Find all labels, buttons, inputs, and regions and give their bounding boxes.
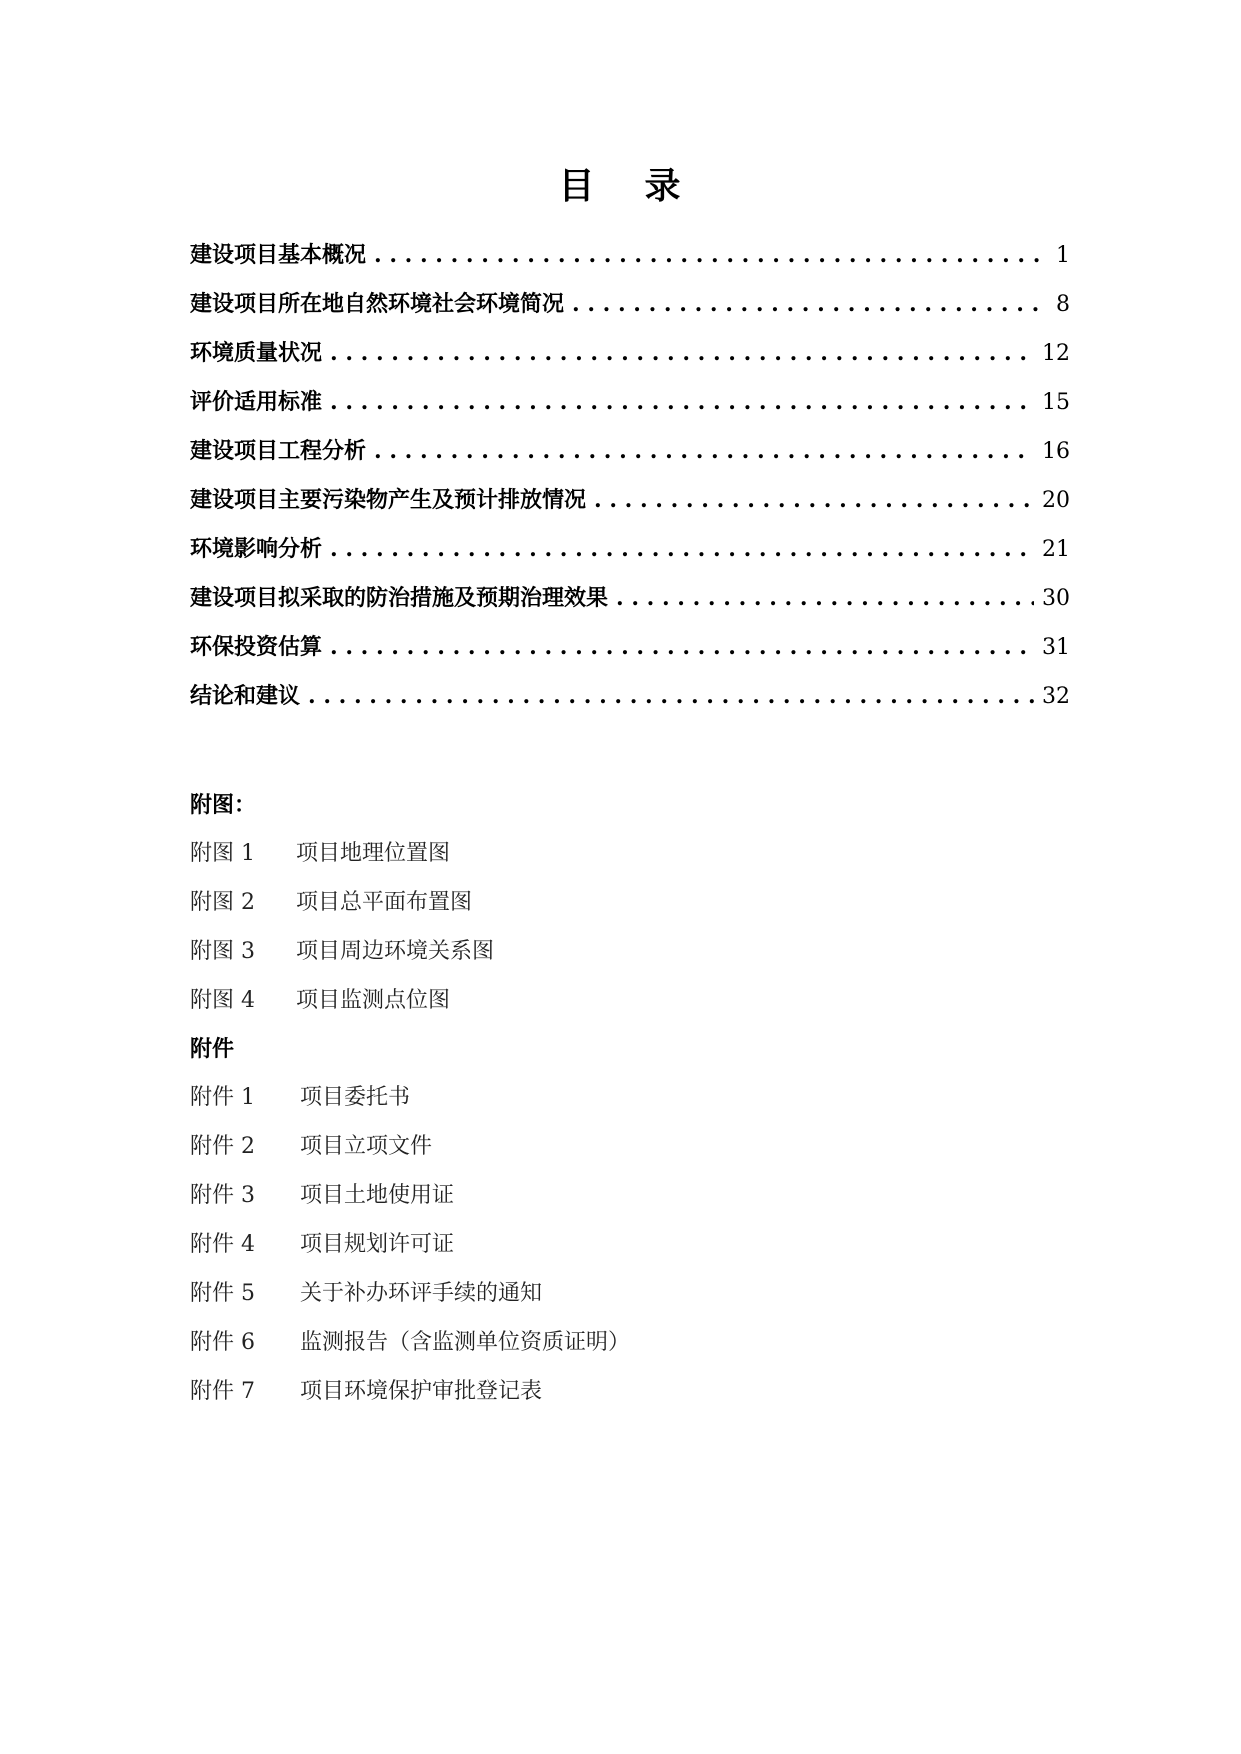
toc-leader-dots bbox=[330, 389, 1034, 415]
toc-entry-page: 1 bbox=[1056, 243, 1070, 268]
toc-entry-page: 12 bbox=[1042, 341, 1070, 366]
toc-entry-label: 结论和建议 bbox=[190, 684, 301, 709]
attachment-number: 附件 5 bbox=[190, 1281, 255, 1306]
toc-entry-label: 建设项目基本概况 bbox=[190, 243, 367, 268]
figures-list bbox=[190, 836, 494, 1032]
attachment-title: 项目规划许可证 bbox=[300, 1232, 455, 1257]
attachment-title: 项目土地使用证 bbox=[300, 1183, 455, 1208]
toc-entry-label: 环保投资估算 bbox=[190, 635, 323, 660]
attachment-number: 附件 7 bbox=[190, 1379, 255, 1404]
toc-entry[interactable] bbox=[190, 483, 1070, 532]
toc-leader-dots bbox=[374, 438, 1034, 464]
toc-leader-dots bbox=[330, 536, 1034, 562]
figure-number: 附图 1 bbox=[190, 841, 255, 866]
toc-entry-page: 30 bbox=[1042, 586, 1070, 611]
attachment-number: 附件 2 bbox=[190, 1134, 255, 1159]
attachment-item bbox=[190, 1325, 630, 1374]
toc-entry-page: 8 bbox=[1056, 292, 1070, 317]
toc-leader-dots bbox=[308, 683, 1034, 709]
toc-entry[interactable] bbox=[190, 581, 1070, 630]
attachment-title: 关于补办环评手续的通知 bbox=[300, 1281, 543, 1306]
attachment-number: 附件 6 bbox=[190, 1330, 255, 1355]
attachment-title: 项目委托书 bbox=[300, 1085, 411, 1110]
attachment-item bbox=[190, 1227, 630, 1276]
toc-entry[interactable] bbox=[190, 679, 1070, 728]
toc-entry-page: 31 bbox=[1042, 635, 1070, 660]
toc-entry[interactable] bbox=[190, 385, 1070, 434]
attachment-item bbox=[190, 1080, 630, 1129]
attachments-list bbox=[190, 1080, 630, 1423]
attachment-number: 附件 3 bbox=[190, 1183, 255, 1208]
figures-heading: 附图： bbox=[190, 793, 257, 818]
toc-leader-dots bbox=[330, 634, 1034, 660]
toc-entry-page: 16 bbox=[1042, 439, 1070, 464]
toc-leader-dots bbox=[330, 340, 1034, 366]
toc-entry-label: 环境质量状况 bbox=[190, 341, 323, 366]
page-title-part-1: 目 bbox=[558, 166, 597, 207]
figure-number: 附图 2 bbox=[190, 890, 255, 915]
figure-item bbox=[190, 885, 494, 934]
figure-item bbox=[190, 836, 494, 885]
table-of-contents bbox=[190, 238, 1070, 728]
toc-leader-dots bbox=[572, 291, 1048, 317]
toc-entry[interactable] bbox=[190, 630, 1070, 679]
attachment-item bbox=[190, 1374, 630, 1423]
toc-entry-label: 建设项目所在地自然环境社会环境简况 bbox=[190, 292, 565, 317]
toc-entry-label: 评价适用标准 bbox=[190, 390, 323, 415]
attachment-item bbox=[190, 1129, 630, 1178]
toc-entry-label: 建设项目拟采取的防治措施及预期治理效果 bbox=[190, 586, 609, 611]
toc-entry-label: 建设项目工程分析 bbox=[190, 439, 367, 464]
page-title bbox=[0, 158, 1241, 209]
toc-entry[interactable] bbox=[190, 532, 1070, 581]
toc-leader-dots bbox=[374, 242, 1048, 268]
toc-entry-page: 15 bbox=[1042, 390, 1070, 415]
figure-title: 项目地理位置图 bbox=[296, 841, 451, 866]
toc-entry[interactable] bbox=[190, 336, 1070, 385]
attachment-title: 项目立项文件 bbox=[300, 1134, 433, 1159]
attachment-number: 附件 4 bbox=[190, 1232, 255, 1257]
attachment-item bbox=[190, 1178, 630, 1227]
figure-title: 项目监测点位图 bbox=[296, 988, 451, 1013]
figure-number: 附图 4 bbox=[190, 988, 255, 1013]
figure-item bbox=[190, 983, 494, 1032]
figure-title: 项目周边环境关系图 bbox=[296, 939, 495, 964]
toc-entry-page: 20 bbox=[1042, 488, 1070, 513]
toc-entry[interactable] bbox=[190, 238, 1070, 287]
toc-entry-label: 建设项目主要污染物产生及预计排放情况 bbox=[190, 488, 587, 513]
toc-leader-dots bbox=[616, 585, 1034, 611]
toc-entry[interactable] bbox=[190, 287, 1070, 336]
attachment-number: 附件 1 bbox=[190, 1085, 255, 1110]
toc-entry-label: 环境影响分析 bbox=[190, 537, 323, 562]
toc-entry[interactable] bbox=[190, 434, 1070, 483]
attachment-item bbox=[190, 1276, 630, 1325]
attachment-title: 监测报告（含监测单位资质证明） bbox=[300, 1330, 631, 1355]
toc-leader-dots bbox=[594, 487, 1034, 513]
figure-title: 项目总平面布置图 bbox=[296, 890, 473, 915]
toc-entry-page: 21 bbox=[1042, 537, 1070, 562]
figure-number: 附图 3 bbox=[190, 939, 255, 964]
attachments-heading: 附件 bbox=[190, 1037, 235, 1062]
attachment-title: 项目环境保护审批登记表 bbox=[300, 1379, 543, 1404]
figure-item bbox=[190, 934, 494, 983]
toc-entry-page: 32 bbox=[1042, 684, 1070, 709]
page-title-part-2: 录 bbox=[644, 166, 683, 207]
